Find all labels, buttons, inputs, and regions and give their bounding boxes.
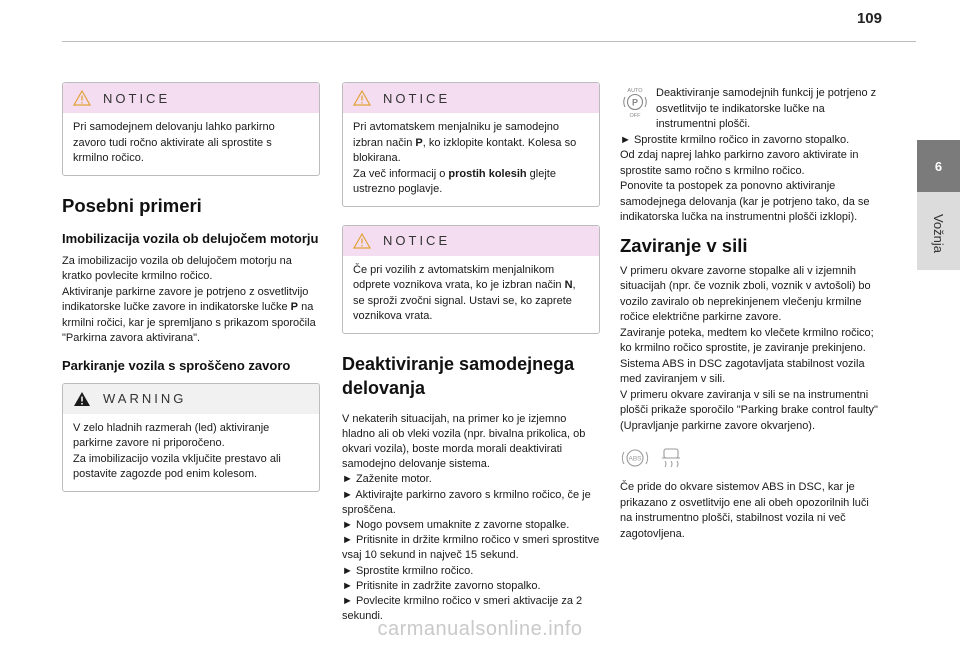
notice-automatic-text: Pri avtomatskem menjalniku je samodejno izbran način P, ko izklopite kontakt. Kolesa so blokirana. Za več informacij o prostih kolesih glejte ustrezno poglavje. <box>353 121 577 195</box>
dsc-skid-icon <box>658 446 684 470</box>
notice-header <box>343 83 599 113</box>
watermark: carmanualsonline.info <box>377 618 583 640</box>
svg-text:P: P <box>631 97 639 108</box>
warning-text: V zelo hladnih razmerah (led) aktiviranje parkirne zavore ni priporočeno. Za imobilizacijo vozila vključite prestavo ali postavite zagozde pod enim kolesom. <box>73 421 281 480</box>
section-heading-emergency-braking: Zaviranje v sili <box>620 234 748 256</box>
notice-header <box>63 83 319 113</box>
notice-title: NOTICE <box>103 90 171 106</box>
svg-text:ABS: ABS <box>628 455 642 463</box>
notice-box <box>62 82 320 176</box>
abs-dsc-failure-text: Če pride do okvare sistemov ABS in DSC, kar je prikazano z osvetlitvijo ene ali obeh opozorilnih luči na instrumentno plošči, stabilnost vozila ni več zagotovljena. <box>620 481 869 540</box>
warning-header <box>63 384 319 414</box>
chapter-number: 6 <box>917 140 960 192</box>
warning-triangle-icon <box>73 391 91 407</box>
notice-triangle-icon <box>73 90 91 106</box>
svg-text:AUTO: AUTO <box>627 88 643 94</box>
section-heading-deactivation: Deaktiviranje samodejnega delovanja <box>342 353 575 398</box>
section-heading-special-cases: Posebni primeri <box>62 194 202 216</box>
notice-box-driver-door <box>342 225 600 334</box>
notice-triangle-icon <box>353 90 371 106</box>
deactivation-confirm-text: AUTO P OFF Deaktiviranje samodejnih funkcij je potrjeno z osvetlitvijo te indikatorske lučke na instrumentni plošči. ► Sprostite krmilno ročico in zavorno stopalko. Od zdaj naprej lahko parkirno zavoro aktivirate in sprostite samo ročno s krmilno ročico. Ponovite ta postopek za ponovno aktiviranje samodejnega delovanja (kar je potrjeno tako, da se indikatorska lučka na instrumentni plošči izklopi). <box>620 87 877 223</box>
column-right <box>620 86 878 552</box>
svg-text:OFF: OFF <box>629 113 641 118</box>
column-left <box>62 82 320 510</box>
header-rule <box>62 41 916 42</box>
emergency-braking-text: V primeru okvare zavorne stopalke ali v izjemnih situacijah (npr. če voznik zboli, voznik v avtošoli) bo vozilo zaviralo ob neprekinjenem vlečenju krmilne ročice električne parkirne zavore. Zaviranje poteka, medtem ko vlečete krmilno ročico; ko krmilno ročico sprostite, je zaviranje prekinjeno. Sistema ABS in DSC zagotavljata stabilnost vozila med zaviranjem v sili. V primeru okvare zaviranja v sili se na instrumentni plošči prikaže sporočilo "Parking brake control faulty" (Upravljanje parkirne zavore okvarjeno). <box>620 264 878 432</box>
notice-driver-door-text: Če pri vozilih z avtomatskim menjalnikom odprete voznikova vrata, ko je izbran način N, se sproži zvočni signal. Ustavi se, ko zaprete voznikova vrata. <box>353 263 576 322</box>
immobilization-text: Za imobilizacijo vozila ob delujočem motorju na kratko povlecite krmilno ročico. Aktiviranje parkirne zavore je potrjeno z osvetlitvijo indikatorske lučke zavore in indikatorske lučke P na krmilni ročici, kar je spremljano s prikazom sporočila "Parkirna zavora aktivirana". <box>62 254 316 344</box>
column-middle <box>342 82 600 634</box>
page-number: 109 <box>856 10 882 27</box>
chapter-label: Vožnja <box>930 213 946 253</box>
subheading-immobilization: Imobilizacija vozila ob delujočem motorju <box>62 230 319 246</box>
warning-lamps-row <box>620 446 878 470</box>
chapter-label-box <box>917 198 960 268</box>
notice-box-automatic <box>342 82 600 207</box>
deactivation-steps: V nekaterih situacijah, na primer ko je izjemno hladno ali ob vleki vozila (npr. bivalna prikolica, ob okvari vozila), boste morda morali deaktivirati samodejno delovanje sistema. ► Zaženite motor. ► Aktivirajte parkirno zavoro s krmilno ročico, če je sproščena. ► Nogo povsem umaknite z zavorne stopalke. ► Pritisnite in držite krmilno ročico v smeri sprostitve vsaj 10 sekund in največ 15 sekund. ► Sprostite krmilno ročico. ► Pritisnite in zadržite zavorno stopalko. ► Povlecite krmilno ročico v smeri aktivacije za 2 sekundi. <box>342 412 600 623</box>
subheading-released-brake: Parkiranje vozila s sproščeno zavoro <box>62 357 291 373</box>
warning-title: WARNING <box>103 391 187 406</box>
notice-text: Pri samodejnem delovanju lahko parkirno zavoro tudi ročno aktivirate ali sprostite s krmilno ročico. <box>73 121 275 164</box>
warning-box <box>62 383 320 492</box>
notice-triangle-icon <box>353 233 371 249</box>
notice-title: NOTICE <box>383 90 451 106</box>
auto-off-parking-brake-icon <box>620 86 650 118</box>
abs-warning-icon <box>620 446 650 470</box>
notice-header <box>343 226 599 256</box>
notice-title: NOTICE <box>383 233 451 248</box>
